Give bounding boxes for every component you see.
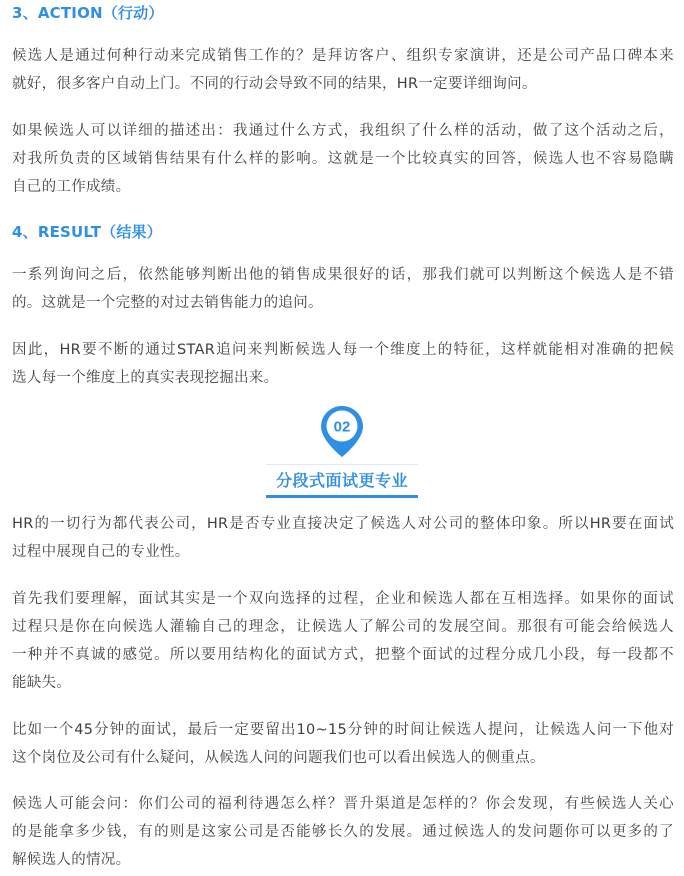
paragraph-line: 因此，HR要不断的通过STAR追问来判断候选人每一个维度上的特征，这样就能相对准确的把候 xyxy=(12,342,674,358)
paragraph-line: 候选人可能会问：你们公司的福利待遇怎么样？晋升渠道是怎样的？你会发现，有些候选人关心 xyxy=(12,796,674,812)
paragraph-line: 一种并不真诚的感觉。所以要用结构化的面试方式，把整个面试的过程分成几小段，每一段都不 xyxy=(12,647,674,663)
paragraph-action-1 xyxy=(12,42,674,98)
paragraph-segmented-4 xyxy=(12,790,674,874)
paragraph-line: 如果候选人可以详细的描述出：我通过什么方式，我组织了什么样的活动，做了这个活动之后， xyxy=(12,123,674,139)
paragraph-line: 选人每一个维度上的真实表现挖掘出来。 xyxy=(12,370,279,386)
heading-action: 3、ACTION（行动） xyxy=(12,4,164,22)
paragraph-line: 这个岗位及公司有什么疑问，从候选人问的问题我们也可以看出候选人的侧重点。 xyxy=(12,750,545,766)
section-title-segmented: 分段式面试更专业 xyxy=(275,471,408,490)
paragraph-result-1 xyxy=(12,261,674,317)
paragraph-line: 对我所负责的区域销售结果有什么样的影响。这就是一个比较真实的回答，候选人也不容易隐瞒 xyxy=(12,151,674,167)
paragraph-line: 过程只是你在向候选人灌输自己的理念，让候选人了解公司的发展空间。那很有可能会给候选人 xyxy=(12,619,674,635)
paragraph-line: 候选人是通过何种行动来完成销售工作的？是拜访客户、组织专家演讲，还是公司产品口碑本来 xyxy=(12,48,674,64)
paragraph-result-2 xyxy=(12,336,674,392)
paragraph-line: 比如一个45分钟的面试，最后一定要留出10~15分钟的时间让候选人提问，让候选人问一下他对 xyxy=(12,722,674,738)
paragraph-line: 的。这就是一个完整的对过去销售能力的追问。 xyxy=(12,295,323,311)
title-top-divider xyxy=(266,464,418,465)
paragraph-line: 能缺失。 xyxy=(12,675,72,691)
paragraph-line: 就好，很多客户自动上门。不同的行动会导致不同的结果，HR一定要详细询问。 xyxy=(12,76,537,92)
heading-result: 4、RESULT（结果） xyxy=(12,223,162,241)
paragraph-segmented-2 xyxy=(12,585,674,697)
paragraph-line: 首先我们要理解，面试其实是一个双向选择的过程，企业和候选人都在互相选择。如果你的面试 xyxy=(12,591,674,607)
paragraph-line: 的是能拿多少钱，有的则是这家公司是否能够长久的发展。通过候选人的发问题你可以更多的了 xyxy=(12,824,674,840)
paragraph-line: 过程中展现自己的专业性。 xyxy=(12,544,190,560)
badge-number: 02 xyxy=(333,418,351,436)
paragraph-line: 自己的工作成绩。 xyxy=(12,179,131,195)
paragraph-line: 一系列询问之后，依然能够判断出他的销售成果很好的话，那我们就可以判断这个候选人是不错 xyxy=(12,267,674,283)
paragraph-segmented-1 xyxy=(12,510,674,566)
paragraph-segmented-3 xyxy=(12,716,674,772)
location-pin-icon xyxy=(318,404,366,460)
title-underline xyxy=(266,495,418,498)
location-pin-badge xyxy=(318,404,366,460)
paragraph-action-2 xyxy=(12,117,674,201)
paragraph-line: 解候选人的情况。 xyxy=(12,852,131,868)
paragraph-line: HR的一切行为都代表公司，HR是否专业直接决定了候选人对公司的整体印象。所以HR要在面试 xyxy=(12,516,674,532)
